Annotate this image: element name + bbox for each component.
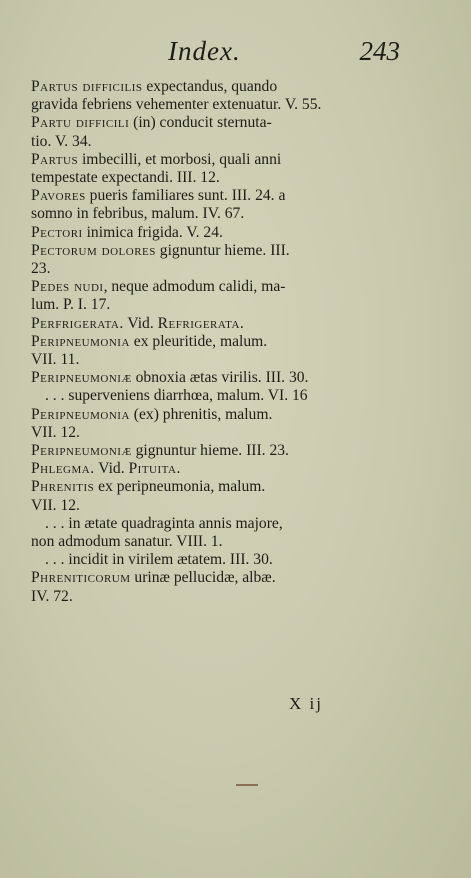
entry-headword: Pectorum dolores: [31, 241, 156, 259]
page-number: 243: [359, 36, 400, 66]
entry-line: [31, 260, 391, 278]
entry-line: [31, 96, 391, 114]
entry-line: [31, 224, 391, 242]
entry-text: IV. 72.: [31, 587, 73, 605]
index-entry: [31, 515, 391, 551]
entry-line: [31, 497, 391, 515]
entry-line: [31, 242, 391, 260]
index-entry: [31, 387, 391, 405]
entry-headword: Peripneumonia: [31, 405, 130, 423]
index-entry: [31, 369, 391, 387]
entry-cross-reference: Pituita.: [128, 460, 181, 478]
entry-text: . . . superveniens diarrhœa, malum. VI. 16: [45, 387, 308, 405]
index-entry: [31, 333, 391, 369]
index-title: Index.: [168, 36, 241, 66]
entry-line: [31, 551, 391, 569]
decorative-rule: [236, 784, 258, 786]
entry-text: VII. 11.: [31, 351, 80, 369]
running-header: [160, 36, 400, 72]
entry-line: [31, 333, 391, 351]
entry-line: [31, 387, 391, 405]
entry-line: [31, 533, 391, 551]
entry-text: non admodum sanatur. VIII. 1.: [31, 533, 223, 551]
index-entry: [31, 406, 391, 442]
entry-text: (in) conducit sternuta-: [129, 114, 272, 132]
entry-headword: Phrenitis: [31, 478, 95, 496]
entry-line: [31, 278, 391, 296]
entry-text: VII. 12.: [31, 496, 80, 514]
entry-line: [31, 460, 391, 478]
entry-text: tio. V. 34.: [31, 132, 92, 150]
entry-line: [31, 478, 391, 496]
index-entries: [31, 78, 391, 606]
index-entry: [31, 114, 391, 150]
entry-text: expectandus, quando: [142, 78, 278, 95]
entry-line: [31, 369, 391, 387]
entry-text: (ex) phrenitis, malum.: [129, 405, 273, 423]
entry-line: [31, 205, 391, 223]
entry-headword: Partus: [31, 150, 79, 168]
entry-headword: Pedes nudi: [31, 278, 104, 296]
entry-text: VII. 12.: [31, 423, 80, 441]
entry-text: , neque admodum calidi, ma-: [103, 278, 286, 296]
entry-line: [31, 442, 391, 460]
entry-text: 23.: [31, 260, 51, 278]
index-entry: [31, 460, 391, 478]
entry-text: urinæ pellucidæ, albæ.: [130, 569, 276, 587]
entry-cross-reference: Refrigerata.: [157, 314, 245, 332]
index-entry: [31, 187, 391, 223]
entry-text: Vid.: [123, 314, 158, 332]
index-entry: [31, 278, 391, 314]
entry-line: [31, 351, 391, 369]
entry-text: ex peripneumonia, malum.: [94, 478, 266, 496]
entry-line: [31, 569, 391, 587]
entry-line: [31, 78, 391, 96]
entry-text: somno in febribus, malum. IV. 67.: [31, 205, 245, 223]
entry-text: gravida febriens vehementer extenuatur. V. 55.: [31, 96, 322, 114]
entry-line: [31, 114, 391, 132]
entry-line: [31, 133, 391, 151]
entry-text: . . . incidit in virilem ætatem. III. 30.: [45, 551, 273, 569]
entry-headword: Pavores: [31, 187, 86, 205]
entry-line: [31, 406, 391, 424]
entry-line: [31, 588, 391, 606]
entry-headword: Phreniticorum: [31, 569, 131, 587]
entry-text: imbecilli, et morbosi, quali anni: [78, 150, 282, 168]
entry-text: . . . in ætate quadraginta annis majore,: [45, 514, 283, 532]
index-entry: [31, 242, 391, 278]
entry-headword: Perfrigerata.: [31, 314, 124, 332]
entry-text: obnoxia ætas virilis. III. 30.: [131, 369, 309, 387]
entry-text: gignuntur hieme. III.: [155, 241, 290, 259]
entry-line: [31, 169, 391, 187]
index-entry: [31, 551, 391, 569]
entry-headword: Partu difficili: [31, 114, 130, 132]
entry-line: [31, 315, 391, 333]
entry-headword: Partus difficilis: [31, 78, 143, 95]
entry-text: lum. P. I. 17.: [31, 296, 111, 314]
entry-headword: Peripneumoniæ: [31, 442, 132, 460]
entry-headword: Peripneumoniæ: [31, 369, 132, 387]
entry-text: Vid.: [94, 460, 129, 478]
index-entry: [31, 569, 391, 605]
index-entry: [31, 442, 391, 460]
entry-headword: Phlegma.: [31, 460, 95, 478]
entry-line: [31, 424, 391, 442]
entry-text: pueris familiares sunt. III. 24. a: [85, 187, 286, 205]
entry-line: [31, 515, 391, 533]
entry-text: gignuntur hieme. III. 23.: [131, 442, 289, 460]
entry-line: [31, 187, 391, 205]
entry-headword: Pectori: [31, 223, 83, 241]
entry-text: ex pleuritide, malum.: [129, 332, 268, 350]
entry-headword: Peripneumonia: [31, 332, 130, 350]
entry-line: [31, 151, 391, 169]
index-entry: [31, 78, 391, 114]
signature-mark: X ij: [289, 694, 323, 713]
entry-line: [31, 296, 391, 314]
index-entry: [31, 478, 391, 514]
index-entry: [31, 315, 391, 333]
index-entry: [31, 224, 391, 242]
entry-text: tempestate expectandi. III. 12.: [31, 169, 220, 187]
index-entry: [31, 151, 391, 187]
entry-text: inimica frigida. V. 24.: [82, 223, 223, 241]
